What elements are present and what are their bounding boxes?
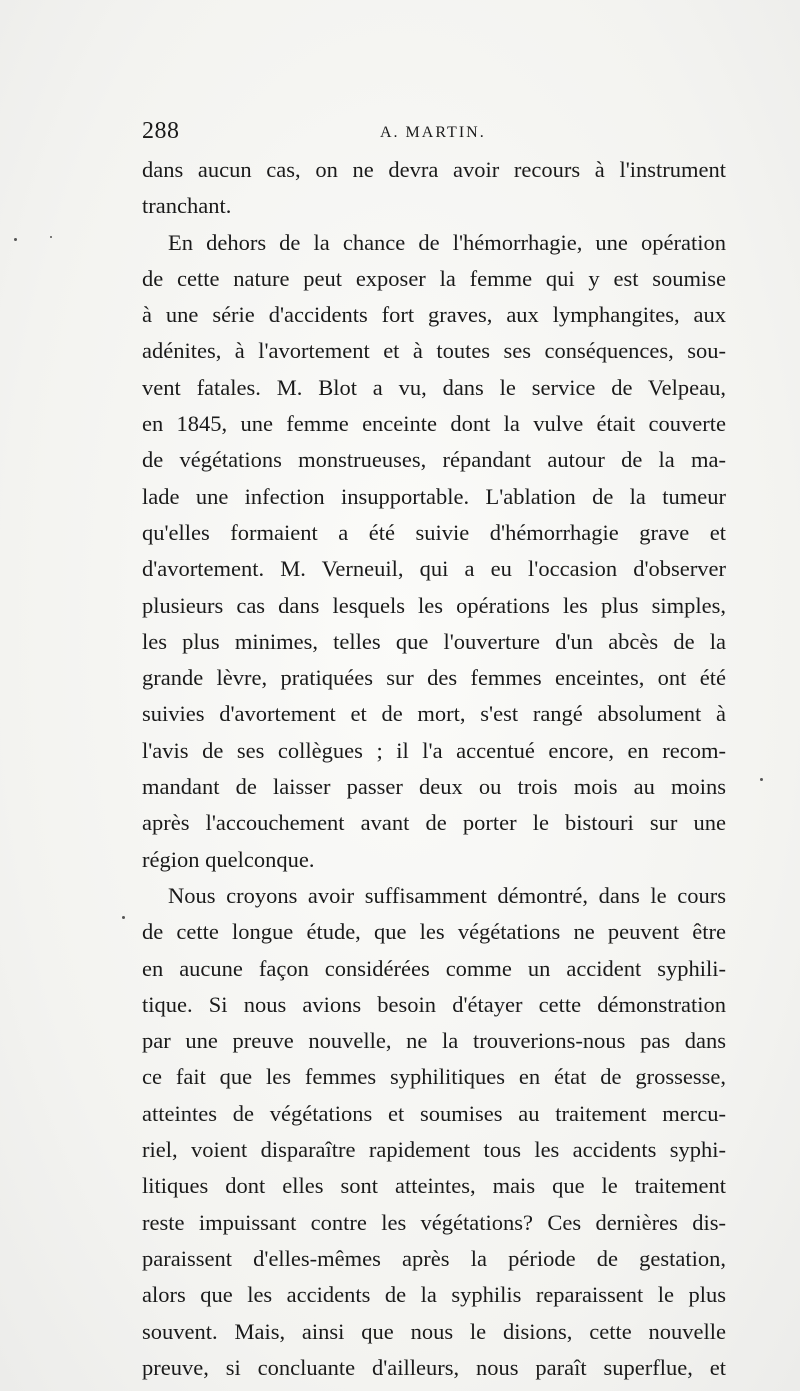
text-line: dans aucun cas, on ne devra avoir recours à l'instrument (142, 157, 726, 182)
text-line: souvent. Mais, ainsi que nous le disions, cette nouvelle (142, 1318, 726, 1344)
text-line: riel, voient disparaître rapidement tous les accidents syphi- (142, 1137, 726, 1163)
text-line: de cette nature peut exposer la femme qui y est soumise (142, 265, 726, 291)
paper-speck (760, 778, 763, 781)
paper-speck (122, 916, 125, 919)
text-line: Nous croyons avoir suffisamment démontré, dans le cours (168, 882, 726, 908)
text-line: preuve, si concluante d'ailleurs, nous paraît superflue, et (142, 1354, 726, 1380)
text-line: En dehors de la chance de l'hémorrhagie, une opération (168, 229, 726, 255)
text-line: suivies d'avortement et de mort, s'est rangé absolument à (142, 701, 726, 727)
text-line: en 1845, une femme enceinte dont la vulve était couverte (142, 411, 726, 437)
paper-speck (14, 238, 17, 241)
text-line: vent fatales. M. Blot a vu, dans le service de Velpeau, (142, 374, 726, 400)
text-line: paraissent d'elles-mêmes après la période de gestation, (142, 1245, 726, 1271)
text-line: alors que les accidents de la syphilis reparaissent le plus (142, 1282, 726, 1308)
text-line: reste impuissant contre les végétations? Ces dernières dis- (142, 1209, 726, 1235)
running-head: A. MARTIN. (380, 124, 486, 141)
text-line: mandant de laisser passer deux ou trois mois au moins (142, 774, 726, 800)
text-line: grande lèvre, pratiquées sur des femmes enceintes, ont été (142, 665, 726, 691)
page-header (142, 118, 726, 150)
page-number: 288 (142, 118, 180, 144)
text-line: adénites, à l'avortement et à toutes ses conséquences, sou- (142, 338, 726, 364)
text-line: de cette longue étude, que les végétations ne peuvent être (142, 919, 726, 945)
text-line: à une série d'accidents fort graves, aux lymphangites, aux (142, 302, 726, 328)
text-line: par une preuve nouvelle, ne la trouverions-nous pas dans (142, 1028, 726, 1054)
text-line: litiques dont elles sont atteintes, mais que le traitement (142, 1173, 726, 1199)
text-line: qu'elles formaient a été suivie d'hémorrhagie grave et (142, 519, 726, 545)
text-line: lade une infection insupportable. L'ablation de la tumeur (142, 483, 726, 509)
text-line: de végétations monstrueuses, répandant autour de la ma- (142, 447, 726, 473)
text-line: tranchant. (142, 193, 232, 219)
text-line: en aucune façon considérées comme un accident syphili- (142, 955, 726, 981)
text-line: après l'accouchement avant de porter le bistouri sur une (142, 810, 726, 836)
text-line: les plus minimes, telles que l'ouverture d'un abcès de la (142, 628, 726, 654)
text-line: région quelconque. (142, 846, 315, 872)
paper-speck (50, 236, 52, 238)
text-line: atteintes de végétations et soumises au traitement mercu- (142, 1100, 726, 1126)
body-text (142, 152, 726, 1386)
text-line: ce fait que les femmes syphilitiques en état de grossesse, (142, 1064, 726, 1090)
text-line: l'avis de ses collègues ; il l'a accentué encore, en recom- (142, 737, 726, 763)
text-line: plusieurs cas dans lesquels les opérations les plus simples, (142, 592, 726, 618)
text-line: tique. Si nous avions besoin d'étayer cette démonstration (142, 991, 726, 1017)
text-line: d'avortement. M. Verneuil, qui a eu l'occasion d'observer (142, 556, 726, 582)
